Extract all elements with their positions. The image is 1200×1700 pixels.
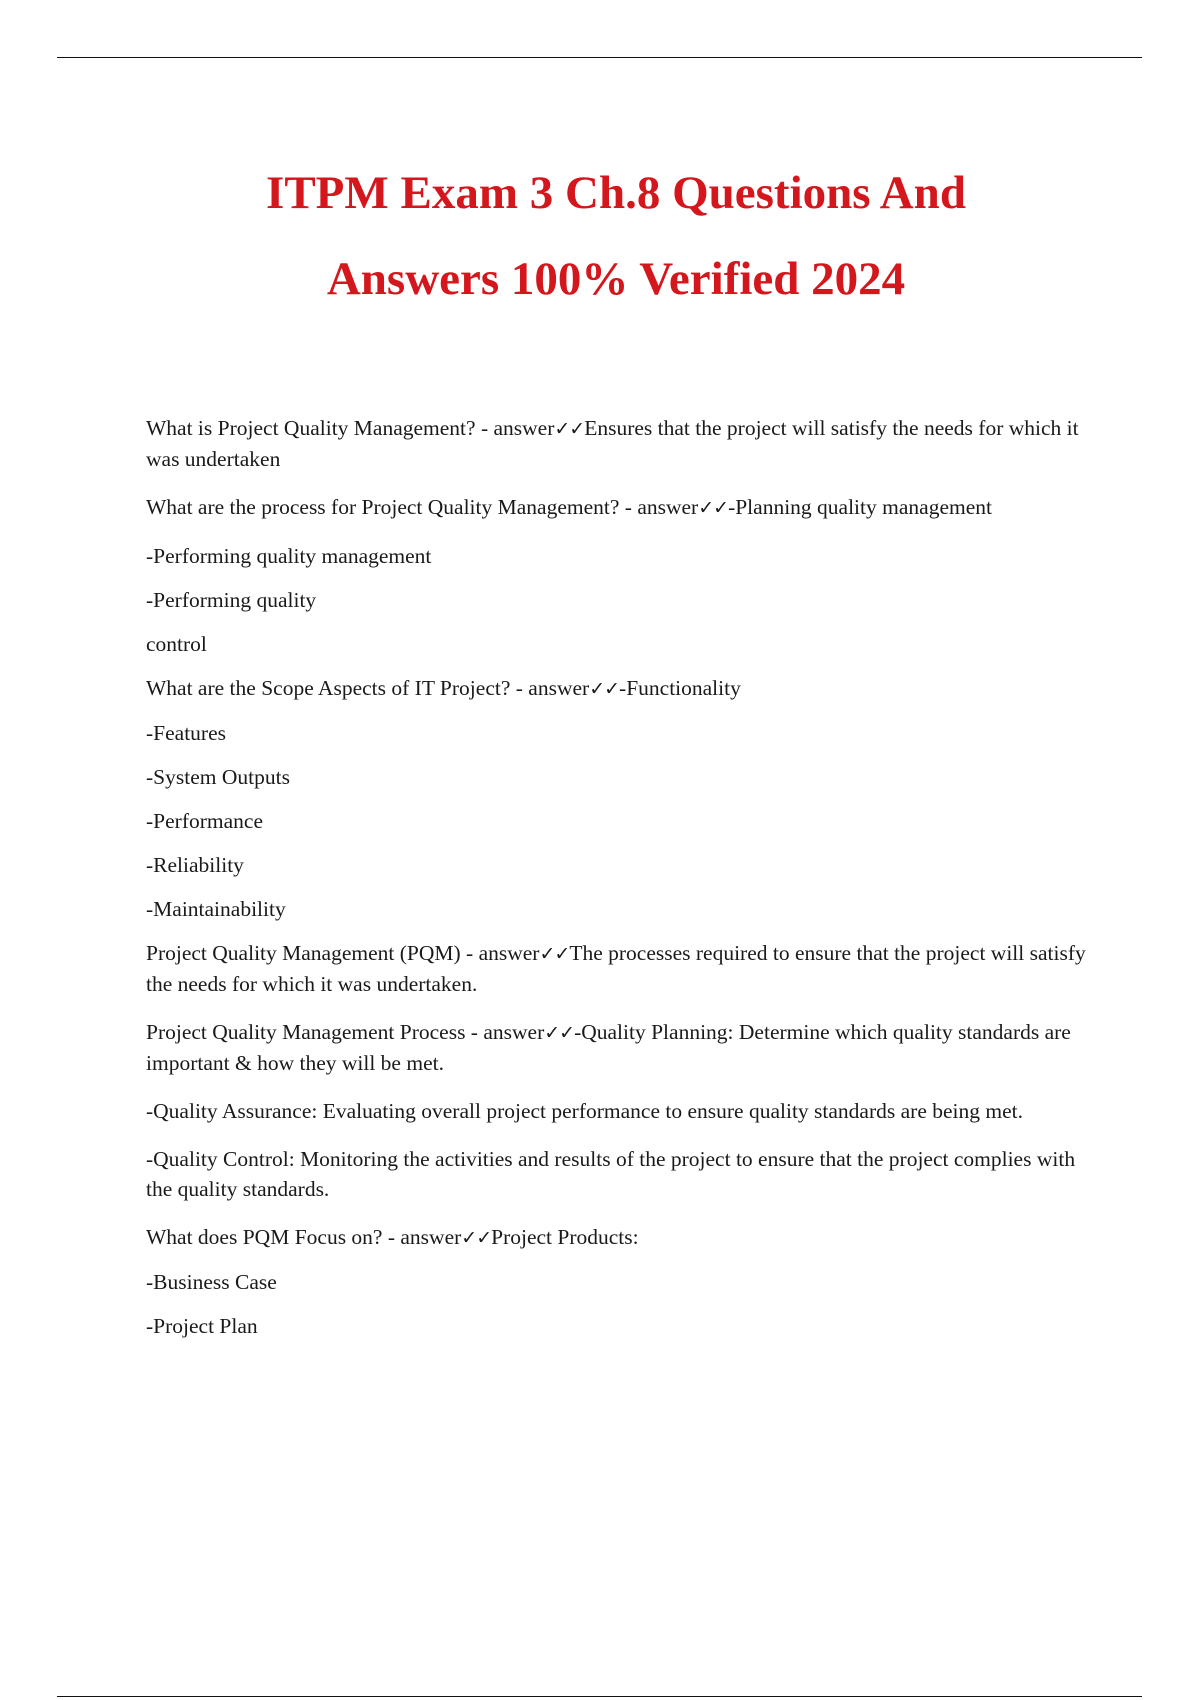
list-item: -Performing quality management — [146, 544, 432, 568]
list-item: -Performing quality — [146, 588, 317, 612]
list-item: -Features — [146, 721, 226, 745]
title-line-2: Answers 100% Verified 2024 — [326, 253, 906, 305]
top-rule — [57, 57, 1142, 58]
bottom-rule — [57, 1696, 1142, 1697]
paragraph-answer: -Functionality — [619, 676, 741, 700]
paragraph-answer: Project Products: — [491, 1225, 639, 1249]
paragraph-lead: What does PQM Focus on? - answer — [146, 1225, 462, 1249]
document-title — [100, 150, 1132, 322]
paragraph-answer: The processes required to ensure that the project will satisfy the needs for which it was undertaken. — [146, 941, 1086, 996]
check-mark-icon: ✓✓ — [539, 943, 570, 965]
qa-paragraph — [146, 938, 1086, 999]
paragraph-lead: Project Quality Management (PQM) - answer — [146, 941, 540, 965]
paragraph-answer: -Planning quality management — [728, 495, 992, 519]
list-item: -Maintainability — [146, 897, 286, 921]
list-item: control — [146, 632, 207, 656]
paragraph-lead: What is Project Quality Management? - answer — [146, 416, 555, 440]
check-mark-icon: ✓✓ — [589, 678, 620, 700]
list-item: -System Outputs — [146, 765, 290, 789]
list-item: -Performance — [146, 809, 263, 833]
check-mark-icon: ✓✓ — [544, 1022, 575, 1044]
title-line-1: ITPM Exam 3 Ch.8 Questions And — [266, 167, 966, 219]
qa-paragraph — [146, 413, 1086, 474]
list-item: -Business Case — [146, 1270, 277, 1294]
qa-paragraph — [146, 1222, 1086, 1253]
qa-paragraph — [146, 1017, 1086, 1078]
paragraph-answer: -Quality Planning: Determine which quality standards are important & how they will be met. — [146, 1020, 1071, 1075]
qa-paragraph — [146, 492, 1086, 523]
paragraph-lead: Project Quality Management Process - answer — [146, 1020, 545, 1044]
qa-content — [146, 413, 1086, 1355]
check-mark-icon: ✓✓ — [554, 418, 585, 440]
paragraph-answer: Ensures that the project will satisfy the needs for which it was undertaken — [146, 416, 1079, 471]
check-mark-icon: ✓✓ — [698, 497, 729, 519]
paragraph-lead: What are the process for Project Quality Management? - answer — [146, 495, 699, 519]
list-item: -Quality Assurance: Evaluating overall project performance to ensure quality standards are being met. — [146, 1099, 1024, 1123]
list-item: -Quality Control: Monitoring the activities and results of the project to ensure that the project complies with the quality standards. — [146, 1147, 1076, 1201]
list-item: -Reliability — [146, 853, 244, 877]
list-item: -Project Plan — [146, 1314, 258, 1338]
paragraph-lead: What are the Scope Aspects of IT Project? - answer — [146, 676, 590, 700]
check-mark-icon: ✓✓ — [461, 1227, 492, 1249]
qa-paragraph — [146, 673, 1086, 704]
